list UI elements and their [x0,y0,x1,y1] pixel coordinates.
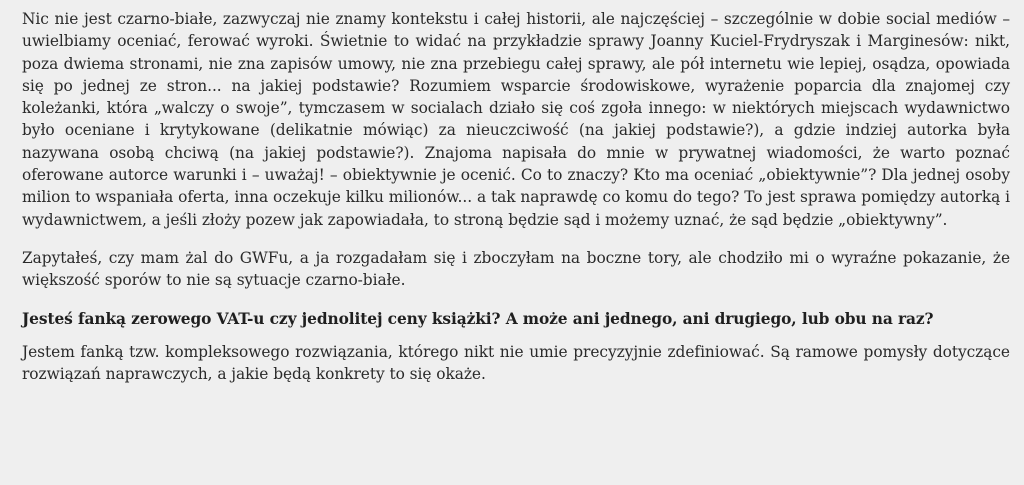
interview-question: Jesteś fanką zerowego VAT-u czy jednolitej ceny książki? A może ani jednego, ani drugiego, lub obu na raz? [22,309,934,328]
paragraph-context: Nic nie jest czarno-białe, zazwyczaj nie znamy kontekstu i całej historii, ale najczęściej – szczególnie w dobie social mediów – uwielbiamy oceniać, ferować wyroki. Świetnie to widać na przykładzie sprawy Joanny Kuciel-Frydryszak i Marginesów: nikt, poza dwiema stronami, nie zna zapisów umowy, nie zna przebiegu całej sprawy, ale pół internetu wie lepiej, osądza, opowiada się po jednej ze stron... na jakiej podstawie? Rozumiem wsparcie środowiskowe, wyrażenie poparcia dla znajomej czy koleżanki, która „walczy o swoje”, tymczasem w socialach działo się coś zgoła innego: w niektórych miejscach wydawnictwo było oceniane i krytykowane (delikatnie mówiąc) za nieuczciwość (na jakiej podstawie?), a gdzie indziej autorka była nazywana osobą chciwą (na jakiej podstawie?). Znajoma napisała do mnie w prywatnej wiadomości, że warto poznać oferowane autorce warunki i – uważaj! – obiektywnie je ocenić. Co to znaczy? Kto ma oceniać „obiektywnie”? Dla jednej osoby milion to wspaniała oferta, inna oczekuje kilku milionów... a tak naprawdę co komu do tego? To jest sprawa pomiędzy autorką i wydawnictwem, a jeśli złoży pozew jak zapowiadała, to stroną będzie sąd i możemy uznać, że sąd będzie „obiektywny”. [22,10,1010,229]
paragraph-gwf: Zapytałeś, czy mam żal do GWFu, a ja rozgadałam się i zboczyłam na boczne tory, ale chodziło mi o wyraźne pokazanie, że większość sporów to nie są sytuacje czarno-białe. [22,248,1010,290]
interview-article [22,8,1010,401]
interview-answer: Jestem fanką tzw. kompleksowego rozwiązania, którego nikt nie umie precyzyjnie zdefiniować. Są ramowe pomysły dotyczące rozwiązań naprawczych, a jakie będą konkrety to się okaże. [22,342,1010,384]
